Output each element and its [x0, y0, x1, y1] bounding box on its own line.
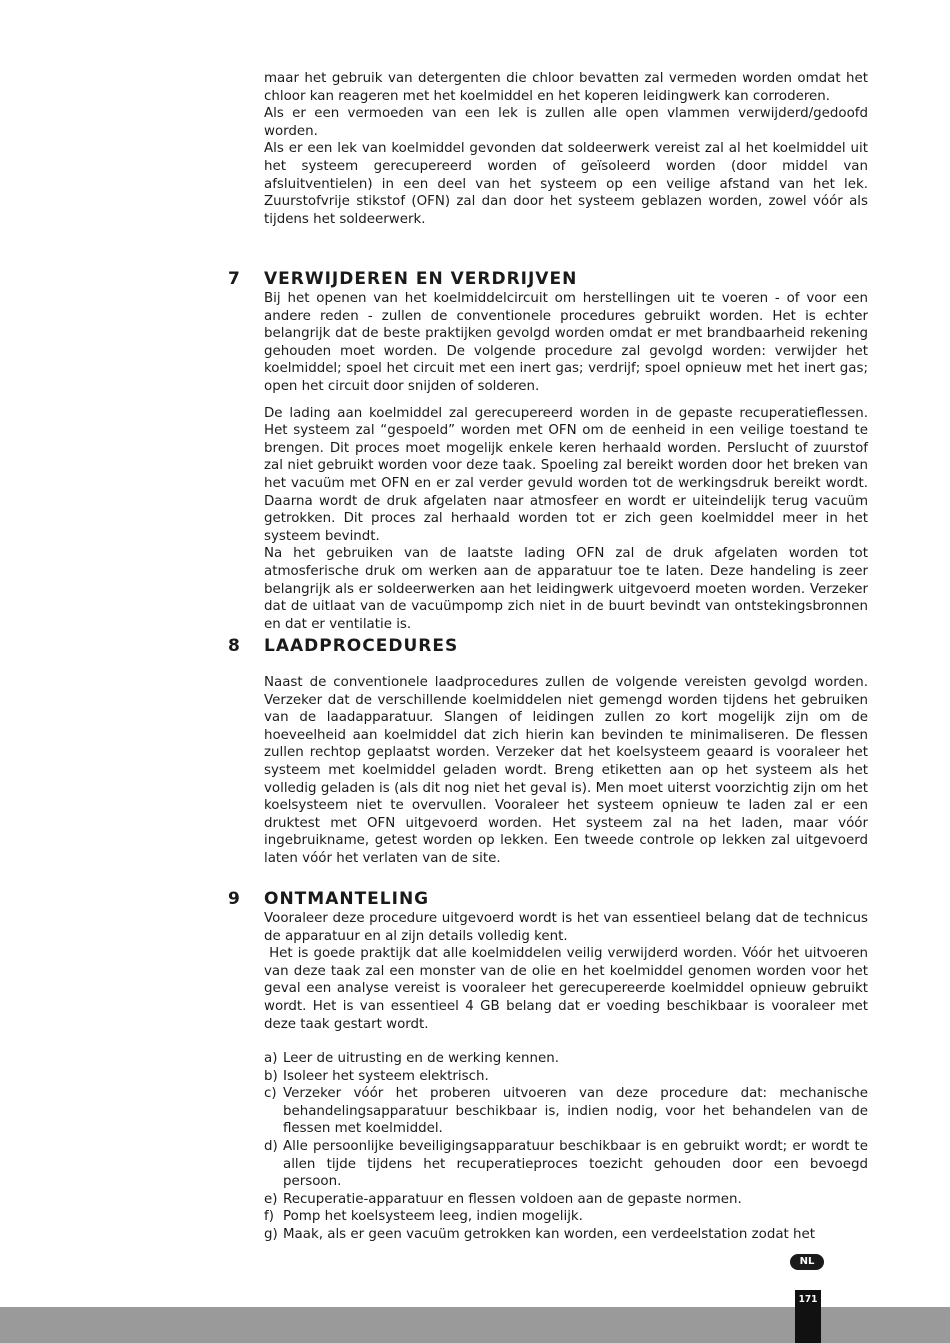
- section-7-paragraph-3: Na het gebruiken van de laatste lading OFN zal de druk afgelaten worden tot atmosferische druk om werken aan de apparatuur toe te laten. Deze handeling is zeer belangrijk als er soldeerwerken aan het leidingwerk uitgevoerd moeten worden. Verzeker dat de uitlaat van de vacuümpomp zich niet in de buurt bevindt van ontstekingsbronnen en dat er ventilatie is.: [264, 546, 868, 632]
- section-7-paragraph-1: Bij het openen van het koelmiddelcircuit om herstellingen uit te voeren - of voor een andere reden - zullen de conventionele procedures gebruikt worden. Het is echter belangrijk dat de beste praktijken gevolgd worden omdat er met brandbaarheid rekening gehouden moet worden. De volgende procedure zal gevolgd worden: verwijder het koelmiddel; spoel het circuit met een inert gas; verdrijf; spoel opnieuw met het inert gas; open het circuit door snijden of solderen.: [264, 291, 868, 394]
- section-9-list: [264, 1050, 868, 1244]
- list-item-text: Maak, als er geen vacuüm getrokken kan worden, een verdeelstation zodat het: [283, 1226, 816, 1242]
- list-item-marker: c): [264, 1086, 277, 1102]
- list-item-text: Leer de uitrusting en de werking kennen.: [283, 1051, 559, 1066]
- section-9-paragraph-2: Het is goede praktijk dat alle koelmiddelen veilig verwijderd worden. Vóór het uitvoeren van deze taak zal een monster van de olie en het koelmiddel genomen worden voor het geval een analyse vereist is vooraleer het gerecupereerde koelmiddel opnieuw gebruikt wordt. Het is van essentieel 4 GB belang dat er voeding beschikbaar is vooraleer met deze taak gestart wordt.: [264, 946, 873, 1032]
- list-item: [264, 1226, 868, 1244]
- list-item-text: Verzeker vóór het proberen uitvoeren van deze procedure dat: mechanische behandelingsapparatuur beschikbaar is, indien nodig, voor het behandelen van de flessen met koelmiddel.: [283, 1086, 868, 1137]
- section-8-number: 8: [228, 636, 241, 656]
- list-item: [264, 1208, 868, 1226]
- list-item-marker: f): [264, 1209, 274, 1225]
- page-number: 171: [798, 1294, 818, 1305]
- list-item-text: Pomp het koelsysteem leeg, indien mogelijk.: [283, 1209, 583, 1225]
- list-item: [264, 1085, 868, 1138]
- section-8-title: LAADPROCEDURES: [264, 636, 459, 656]
- section-8-body: [264, 674, 868, 868]
- section-7-body: [264, 290, 868, 633]
- list-item: [264, 1138, 868, 1191]
- language-badge: NL: [790, 1254, 824, 1270]
- intro-block: [264, 70, 868, 228]
- section-7-number: 7: [228, 269, 241, 289]
- intro-paragraph-1: maar het gebruik van detergenten die chloor bevatten zal vermeden worden omdat het chloor kan reageren met het koelmiddel en het koperen leidingwerk kan corroderen.: [264, 71, 868, 104]
- list-item: [264, 1191, 868, 1209]
- list-item-text: Alle persoonlijke beveiligingsapparatuur beschikbaar is en gebruikt wordt; er wordt te allen tijde tijdens het recuperatieproces toezicht gehouden door een bevoegd persoon.: [283, 1138, 868, 1190]
- section-9-body: [264, 910, 873, 1033]
- intro-paragraph-2: Als er een vermoeden van een lek is zullen alle open vlammen verwijderd/gedoofd worden.: [264, 106, 868, 139]
- page-number-tab: [795, 1290, 821, 1343]
- section-8-paragraph-1: Naast de conventionele laadprocedures zullen de volgende vereisten gevolgd worden. Verzeker dat de verschillende koelmiddelen niet gemengd worden tijdens het gebruiken van de laadapparatuur. Slangen of leidingen zullen zo kort mogelijk zijn om de hoeveelheid aan koelmiddel dat zich hierin kan bevinden te minimaliseren. De flessen zullen rechtop geplaatst worden. Verzeker dat het koelsysteem geaard is vooraleer het systeem met koelmiddel geladen wordt. Breng etiketten aan op het systeem als het volledig geladen is (als dit nog niet het geval is). Men moet uiterst voorzichtig zijn om het koelsysteem niet te overvullen. Vooraleer het systeem opnieuw te laden zal er een druktest met OFN uitgevoerd worden. Het systeem zal na het laden, maar vóór ingebruikname, getest worden op lekken. Een tweede controle op lekken zal uitgevoerd laten vóór het verlaten van de site.: [264, 675, 868, 866]
- procedure-list: [264, 1050, 868, 1244]
- list-item-marker: a): [264, 1051, 278, 1066]
- list-item: [264, 1050, 868, 1068]
- section-9-paragraph-1: Vooraleer deze procedure uitgevoerd wordt is het van essentieel belang dat de technicus de apparatuur en al zijn details volledig kent.: [264, 911, 868, 944]
- section-7-paragraph-2: De lading aan koelmiddel zal gerecupereerd worden in de gepaste recuperatieflessen. Het systeem zal “gespoeld” worden met OFN om de eenheid in een veilige toestand te brengen. Dit proces moet mogelijk enkele keren herhaald worden. Perslucht of zuurstof zal niet gebruikt worden voor deze taak. Spoeling zal bereikt worden door het breken van het vacuüm met OFN en er zal verder gevuld worden tot de werkingsdruk bereikt wordt. Daarna wordt de druk afgelaten naar atmosfeer en wordt er uiteindelijk terug vacuüm getrokken. Dit proces zal herhaald worden tot er zich geen koelmiddel meer in het systeem bevindt.: [264, 405, 868, 544]
- list-item-marker: e): [264, 1191, 278, 1207]
- list-item-text: Recuperatie-apparatuur en flessen voldoen aan de gepaste normen.: [283, 1191, 742, 1207]
- list-item-text: Isoleer het systeem elektrisch.: [283, 1068, 489, 1084]
- intro-paragraph-3: Als er een lek van koelmiddel gevonden dat soldeerwerk vereist zal al het koelmiddel uit het systeem gerecupereerd worden of geïsoleerd worden (door middel van afsluitventielen) in een deel van het systeem op een veilige afstand van het lek. Zuurstofvrije stikstof (OFN) zal dan door het systeem geblazen worden, zowel vóór als tijdens het soldeerwerk.: [264, 141, 868, 227]
- section-7-title: VERWIJDEREN EN VERDRIJVEN: [264, 269, 578, 289]
- list-item-marker: g): [264, 1226, 278, 1242]
- section-9-number: 9: [228, 889, 241, 909]
- list-item: [264, 1068, 868, 1086]
- list-item-marker: b): [264, 1068, 278, 1084]
- section-9-title: ONTMANTELING: [264, 889, 430, 909]
- list-item-marker: d): [264, 1138, 278, 1154]
